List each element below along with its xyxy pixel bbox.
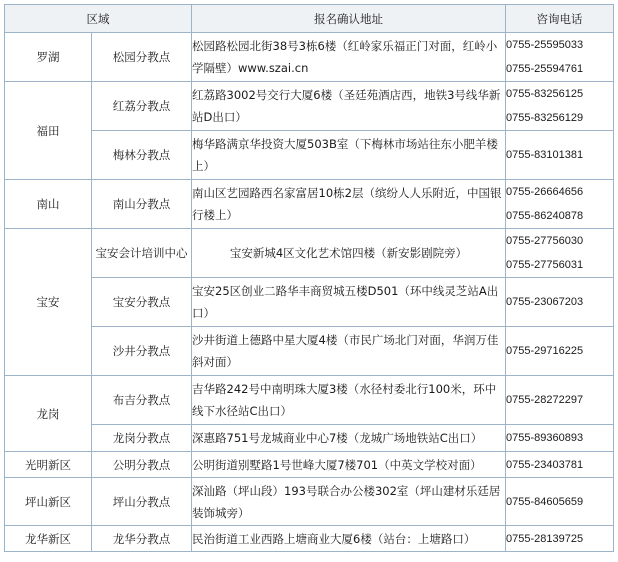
branch-cell: 沙井分教点 (92, 327, 192, 376)
address-cell: 公明街道别墅路1号世峰大厦7楼701（中英文学校对面） (192, 452, 506, 478)
table-row (5, 376, 614, 425)
district-cell: 南山 (5, 180, 92, 229)
table-row (5, 478, 614, 526)
phone-number: 0755-83256125 (506, 88, 584, 100)
phone-cell (506, 180, 614, 229)
phone-cell (506, 425, 614, 452)
phone-number: 0755-29716225 (506, 345, 584, 357)
table-row (5, 327, 614, 376)
phone-number: 0755-83101381 (506, 149, 584, 161)
phone-cell (506, 452, 614, 478)
address-cell: 松园路松园北街38号3栋6楼（红岭家乐福正门对面，红岭小学隔壁）www.szai.cn (192, 33, 506, 82)
district-cell: 坪山新区 (5, 478, 92, 526)
phone-cell (506, 278, 614, 327)
district-cell: 光明新区 (5, 452, 92, 478)
address-cell: 宝安25区创业二路华丰商贸城五楼D501（环中线灵芝站A出口） (192, 278, 506, 327)
phone-number: 0755-86240878 (506, 210, 584, 222)
header-district: 区域 (5, 5, 192, 33)
phone-cell (506, 33, 614, 82)
branch-cell: 松园分教点 (92, 33, 192, 82)
phone-number: 0755-28272297 (506, 394, 584, 406)
header-address: 报名确认地址 (192, 5, 506, 33)
branch-cell: 宝安会计培训中心 (92, 229, 192, 278)
table-row (5, 33, 614, 82)
address-cell: 深汕路（坪山段）193号联合办公楼302室（坪山建材乐廷居装饰城旁） (192, 478, 506, 526)
address-cell: 宝安新城4区文化艺术馆四楼（新安影剧院旁） (192, 229, 506, 278)
header-phone: 咨询电话 (506, 5, 614, 33)
address-cell: 南山区艺园路西名家富居10栋2层（缤纷人人乐附近，中国银行楼上） (192, 180, 506, 229)
phone-number: 0755-27756030 (506, 235, 584, 247)
phone-number: 0755-84605659 (506, 495, 584, 508)
phone-number: 0755-26664656 (506, 186, 584, 198)
branch-cell: 龙华分教点 (92, 526, 192, 552)
branch-cell: 坪山分教点 (92, 478, 192, 526)
phone-number: 0755-27756031 (506, 259, 584, 271)
phone-number: 0755-89360893 (506, 432, 584, 444)
address-cell: 深惠路751号龙城商业中心7楼（龙城广场地铁站C出口） (192, 425, 506, 452)
district-cell: 福田 (5, 82, 92, 180)
branch-cell: 布吉分教点 (92, 376, 192, 425)
phone-number: 0755-83256129 (506, 112, 584, 124)
district-cell: 龙华新区 (5, 526, 92, 552)
table-row (5, 229, 614, 278)
address-cell: 梅华路满京华投资大厦503B室（下梅林市场站往东小肥羊楼上） (192, 131, 506, 180)
address-cell: 民治街道工业西路上塘商业大厦6楼（站台：上塘路口） (192, 526, 506, 552)
district-cell: 罗湖 (5, 33, 92, 82)
table-row (5, 278, 614, 327)
table-row (5, 425, 614, 452)
branch-cell: 宝安分教点 (92, 278, 192, 327)
table-row (5, 452, 614, 478)
phone-cell (506, 526, 614, 552)
table-row (5, 131, 614, 180)
phone-number: 0755-28139725 (506, 532, 584, 545)
district-cell: 龙岗 (5, 376, 92, 452)
table-row (5, 82, 614, 131)
address-cell: 红荔路3002号交行大厦6楼（圣廷苑酒店西，地铁3号线华新站D出口） (192, 82, 506, 131)
branch-cell: 南山分教点 (92, 180, 192, 229)
phone-cell (506, 478, 614, 526)
header-row (5, 5, 614, 33)
branch-cell: 红荔分教点 (92, 82, 192, 131)
branch-cell: 龙岗分教点 (92, 425, 192, 452)
phone-cell (506, 376, 614, 425)
phone-cell (506, 327, 614, 376)
branch-table (4, 4, 614, 552)
branch-cell: 公明分教点 (92, 452, 192, 478)
phone-cell (506, 229, 614, 278)
table-row (5, 180, 614, 229)
phone-number: 0755-23067203 (506, 296, 584, 308)
address-cell: 沙井街道上德路中星大厦4楼（市民广场北门对面，华润万佳斜对面） (192, 327, 506, 376)
table-row (5, 526, 614, 552)
phone-cell (506, 131, 614, 180)
phone-cell (506, 82, 614, 131)
address-cell: 吉华路242号中南明珠大厦3楼（水径村委北行100米，环中线下水径站C出口） (192, 376, 506, 425)
district-cell: 宝安 (5, 229, 92, 376)
phone-number: 0755-25594761 (506, 63, 584, 75)
page (4, 4, 613, 552)
phone-number: 0755-25595033 (506, 39, 584, 51)
branch-cell: 梅林分教点 (92, 131, 192, 180)
phone-number: 0755-23403781 (506, 458, 584, 471)
